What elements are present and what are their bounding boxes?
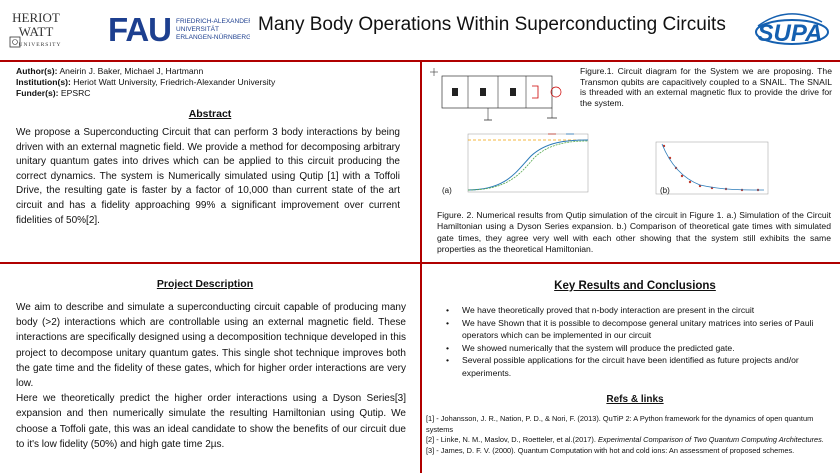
figure2-caption: Figure. 2. Numerical results from Qutip simulation of the circuit in Figure 1. a.) Simulation of the Circuit Hamiltonian using a Dyson Series expansion. b.) Comparison of theoretical gate times with simulated gate times, they agree very well with each other showing that the system still exhibits the same properties as the theoretical Hamiltonian. xyxy=(437,210,831,255)
supa-logo xyxy=(748,8,830,52)
reference-1: [1] - Johansson, J. R., Nation, P. D., & Nori, F. (2013). QuTiP 2: A Python framework for the dynamics of open quantum systems xyxy=(426,414,814,434)
reference-3: [3] - James, D. F. V. (2000). Quantum Computation with hot and cold ions: An assessment of proposed schemes. xyxy=(426,445,795,455)
column-divider xyxy=(420,61,422,473)
funders-line: Funder(s): EPSRC xyxy=(16,87,91,98)
fau-line3: ERLANGEN-NÜRNBERG xyxy=(176,34,250,41)
result-item: • Several possible applications for the circuit have been identified as future projects and/or experiments. xyxy=(444,354,832,379)
figure2b-plot xyxy=(652,140,772,198)
references-list xyxy=(426,414,834,456)
poster-title: Many Body Operations Within Superconducting Circuits xyxy=(258,14,726,35)
abstract-text: We propose a Superconducting Circuit that can perform 3 body interactions by being driven with an external magnetic field. We provide a method for decomposing arbitrary unitary quantum gates into drives which can be applied to this circuit producing the correct dynamics. The system is Numerically simulated using Qutip [1] with a Toffoli Drive, the resulting gate is faster by a factor of 10,000 than current state of the art circuit and has a fidelity approaching 99% a significant improvement over current fidelities of 50%[2]. xyxy=(16,127,400,226)
poster-header xyxy=(0,0,840,60)
result-item: • We showed numerically that the system will produce the predicted gate. xyxy=(444,342,832,355)
result-item: • We have theoretically proved that n-body interaction are present in the circuit xyxy=(444,304,832,317)
abstract-heading: Abstract xyxy=(188,108,232,120)
key-results-list xyxy=(444,304,832,380)
heriot-watt-logo xyxy=(8,9,64,49)
project-description xyxy=(16,300,406,452)
figure2a-label: (a) xyxy=(442,186,452,195)
reference-2: [2] - Linke, N. M., Maslov, D., Roetteler, et al.(2017). Experimental Comparison of Two Quantum Computing Architectures. xyxy=(426,435,824,445)
authors-block xyxy=(16,66,275,98)
project-paragraph-1: We aim to describe and simulate a superconducting circuit capable of producing many body (>2) interactions which are controllable using an external magnetic field. These interactions are specifically designed using a decomposition technique developed in this project to decompose unitary quantum gates. This single shot technique improves both the gate time and the fidelity of these gates, which for higher order interactions are very low. xyxy=(16,302,406,390)
right-section-divider xyxy=(422,262,840,264)
figure1-circuit-diagram xyxy=(428,66,578,126)
project-description-heading: Project Description xyxy=(156,278,254,290)
figure1-caption: Figure.1. Circuit diagram for the System we are proposing. The Transmon qubits are capacitively coupled to a SNAIL. The SNAIL is threaded with an external magnetic flux to provide the drive for the system. xyxy=(580,66,832,109)
hw-logo-line2: WATT xyxy=(18,24,54,39)
left-section-divider xyxy=(0,262,420,264)
hw-logo-line3: UNIVERSITY xyxy=(18,42,62,48)
figure2b-label: (b) xyxy=(660,186,670,195)
fau-line1: FRIEDRICH-ALEXANDER xyxy=(176,18,250,25)
fau-logo xyxy=(108,12,250,46)
institutions-line: Institution(s): Heriot Watt University, Friedrich-Alexander University xyxy=(16,76,276,87)
fau-line2: UNIVERSITÄT xyxy=(176,26,219,33)
project-paragraph-2: Here we theoretically predict the higher order interactions using a Dyson Series[3] expansion and then numerically simulate the resulting Hamiltonian using Qutip. We choose a Toffoli gate, this was an ideal candidate to show the benefits of our circuit due to it's low fidelity (50%) and high gate time 2µs. xyxy=(16,393,406,450)
refs-heading: Refs & links xyxy=(606,394,664,405)
hw-logo-line1: HERIOT xyxy=(12,10,60,25)
fau-mark: FAU xyxy=(108,12,171,46)
key-results-heading: Key Results and Conclusions xyxy=(554,280,716,292)
supa-text: SUPA xyxy=(757,20,823,47)
figure2a-plot xyxy=(436,132,636,198)
authors-line: Author(s): Aneirin J. Baker, Michael J, Hartmann xyxy=(16,66,204,76)
result-item: • We have Shown that it is possible to decompose general unitary matrices into series of Pauli operators which can be implemented in our circuit xyxy=(444,317,832,342)
